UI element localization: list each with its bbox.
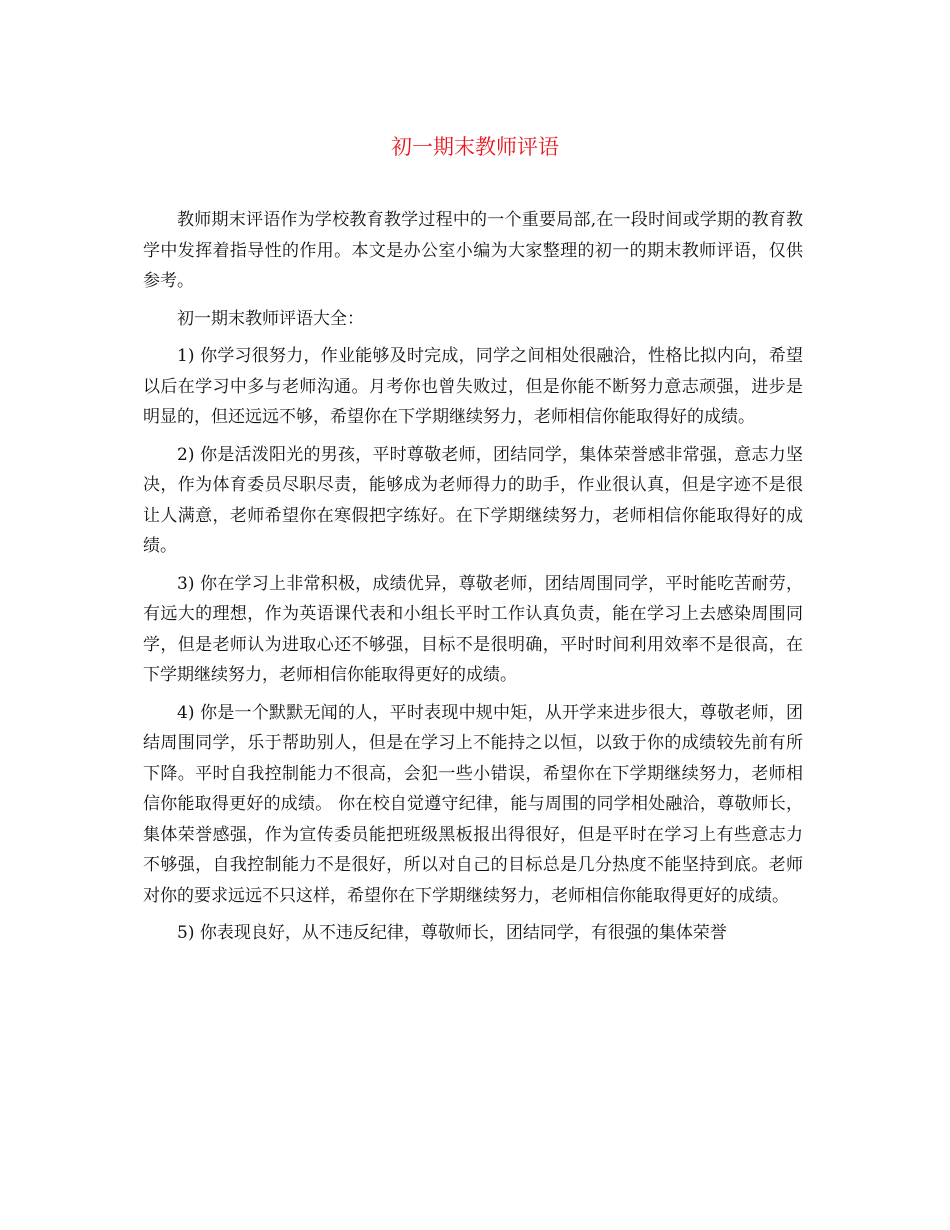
comment-paragraph-2: 2) 你是活泼阳光的男孩，平时尊敬老师，团结同学，集体荣誉感非常强，意志力坚决，作为体育委员尽职尽责，能够成为老师得力的助手，作业很认真，但是字迹不是很让人满意，老师希望你在寒假把字练好。在下学期继续努力，老师相信你能取得好的成绩。 [143,444,803,556]
comment-paragraph-4: 4) 你是一个默默无闻的人，平时表现中规中矩，从开学来进步很大，尊敬老师，团结周围同学，乐于帮助别人，但是在学习上不能持之以恒，以致于你的成绩较先前有所下降。平时自我控制能力不很高，会犯一些小错误，希望你在下学期继续努力，老师相信你能取得更好的成绩。 你在校自觉遵守纪律，能与周围的同学相处融洽，尊敬师长，集体荣誉感强，作为宣传委员能把班级黑板报出得很好，但是平时在学习上有些意志力不够强，自我控制能力不是很好，所以对自己的目标总是几分热度不能坚持到底。老师对你的要求远远不只这样，希望你在下学期继续努力，老师相信你能取得更好的成绩。 [143,702,803,906]
section-heading: 初一期末教师评语大全： [177,308,364,329]
comment-paragraph-3: 3) 你在学习上非常积极，成绩优异，尊敬老师，团结周围同学，平时能吃苦耐劳，有远大的理想，作为英语课代表和小组长平时工作认真负责，能在学习上去感染周围同学，但是老师认为进取心还不够强，目标不是很明确，平时时间利用效率不是很高，在下学期继续努力，老师相信你能取得更好的成绩。 [143,573,803,685]
intro-paragraph: 教师期末评语作为学校教育教学过程中的一个重要局部,在一段时间或学期的教育教学中发挥着指导性的作用。本文是办公室小编为大家整理的初一的期末教师评语，仅供参考。 [143,210,803,291]
document-body [143,205,803,956]
comment-paragraph-5: 5) 你表现良好，从不违反纪律，尊敬师长，团结同学，有很强的集体荣誉 [177,923,727,943]
comment-paragraph-1: 1) 你学习很努力，作业能够及时完成，同学之间相处很融洽，性格比拟内向，希望以后在学习中多与老师沟通。月考你也曾失败过，但是你能不断努力意志顽强，进步是明显的，但还远远不够，希望你在下学期继续努力，老师相信你能取得好的成绩。 [143,346,803,427]
document-title: 初一期末教师评语 [391,135,559,159]
